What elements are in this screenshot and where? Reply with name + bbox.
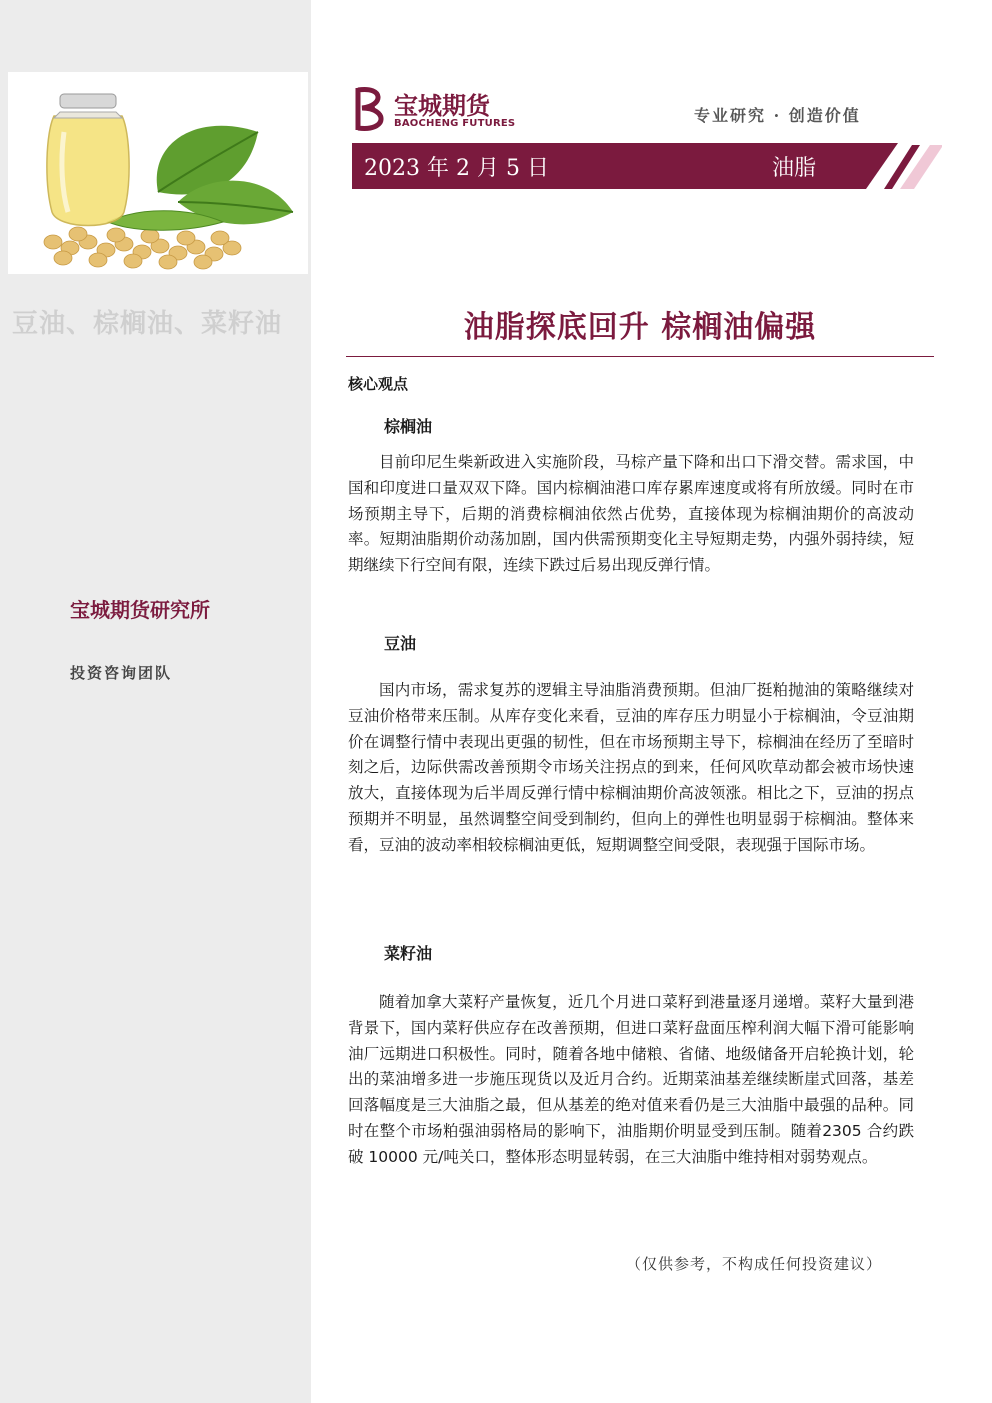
logo-text-en: BAOCHENG FUTURES — [394, 118, 516, 129]
motto: 专业研究 · 创造价值 — [694, 106, 861, 125]
company-logo — [354, 86, 524, 132]
section-heading-rapeseed-oil: 菜籽油 — [384, 944, 433, 963]
logo-text-cn: 宝城期货 — [394, 91, 490, 120]
section-heading-soybean-oil: 豆油 — [384, 634, 417, 653]
report-category: 油脂 — [772, 156, 817, 181]
team-name: 投资咨询团队 — [70, 664, 173, 682]
section-heading-palm-oil: 棕榈油 — [384, 417, 433, 436]
sidebar — [0, 0, 311, 1403]
institute-name: 宝城期货研究所 — [70, 598, 210, 622]
disclaimer: （仅供参考，不构成任何投资建议） — [626, 1255, 883, 1273]
section-body-palm-oil: 目前印尼生柴新政进入实施阶段，马棕产量下降和出口下滑交替。需求国，中国和印度进口量双双下降。国内棕榈油港口库存累库速度或将有所放缓。同时在市场预期主导下，后期的消费棕榈油依然占优势，直接体现为棕榈油期价的高波动率。短期油脂期价动荡加剧，国内供需预期变化主导短期走势，内强外弱持续，短期继续下行空间有限，连续下跌过后易出现反弹行情。 — [348, 453, 914, 575]
soybean-oil-illustration — [8, 72, 308, 274]
section-body-rapeseed-oil: 随着加拿大菜籽产量恢复，近几个月进口菜籽到港量逐月递增。菜籽大量到港背景下，国内菜籽供应存在改善预期，但进口菜籽盘面压榨利润大幅下滑可能影响油厂远期进口积极性。同时，随着各地中储粮、省储、地级储备开启轮换计划，轮出的菜油增多进一步施压现货以及近月合约。近期菜油基差继续断崖式回落，基差回落幅度是三大油脂之最，但从基差的绝对值来看仍是三大油脂中最强的品种。同时在整个市场粕强油弱格局的影响下，油脂期价明显受到压制。随着2305 合约跌破 10000 元/吨关口，整体形态明显转弱，在三大油脂中维持相对弱势观点。 — [348, 993, 914, 1166]
date-banner — [352, 143, 942, 189]
report-title: 油脂探底回升 棕榈油偏强 — [463, 310, 817, 345]
core-view-label: 核心观点 — [348, 375, 409, 393]
logo-icon — [354, 86, 390, 132]
section-body-soybean-oil: 国内市场，需求复苏的逻辑主导油脂消费预期。但油厂挺粕抛油的策略继续对豆油价格带来压制。从库存变化来看，豆油的库存压力明显小于棕榈油，令豆油期价在调整行情中表现出更强的韧性，但在市场预期主导下，棕榈油在经历了至暗时刻之后，边际供需改善预期令市场关注拐点的到来，任何风吹草动都会被市场快速放大，直接体现为后半周反弹行情中棕榈油期价高波领涨。相比之下，豆油的拐点预期并不明显，虽然调整空间受到制约，但向上的弹性也明显弱于棕榈油。整体来看，豆油的波动率相较棕榈油更低，短期调整空间受限，表现强于国际市场。 — [348, 681, 914, 854]
title-divider — [346, 356, 934, 357]
report-date: 2023 年 2 月 5 日 — [364, 156, 549, 181]
product-tagline: 豆油、棕榈油、菜籽油 — [12, 309, 283, 339]
